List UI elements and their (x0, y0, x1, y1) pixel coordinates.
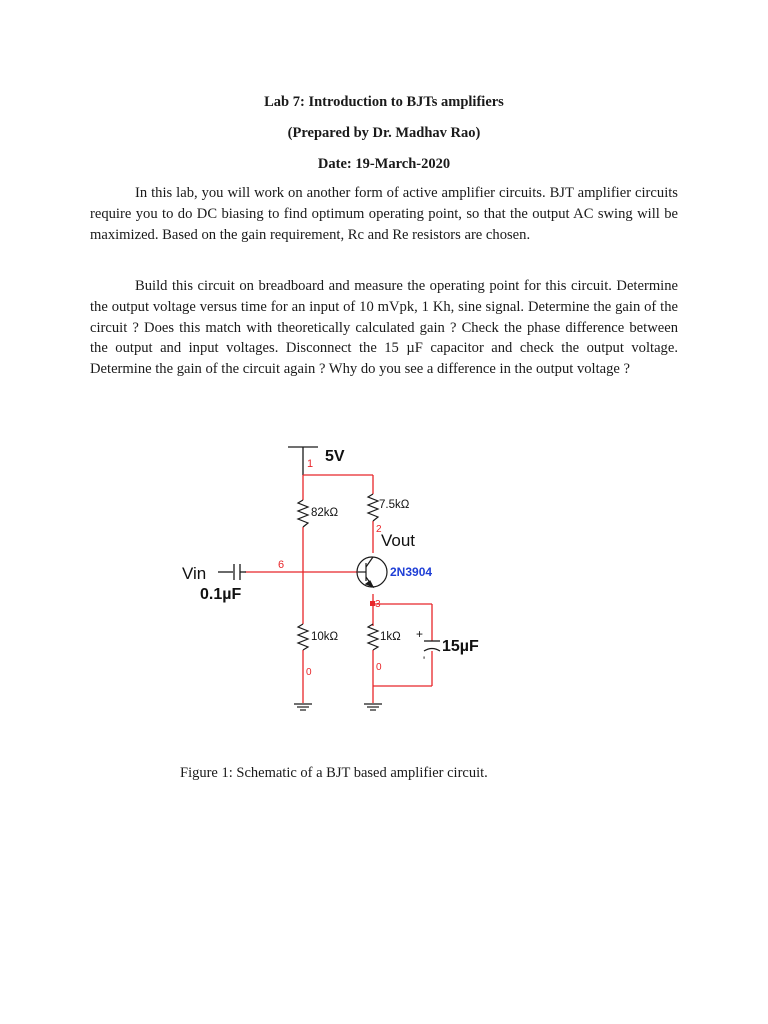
resistor-r1 (298, 500, 308, 527)
node-0-left-label: 0 (306, 667, 312, 678)
circuit-schematic (0, 420, 768, 720)
node-6-label: 6 (278, 559, 285, 571)
rc-value-label: 7.5kΩ (379, 499, 410, 511)
node-2-label: 2 (376, 524, 382, 535)
node-3-label: 3 (375, 599, 381, 610)
bypass-capacitor (424, 641, 440, 651)
output-voltage-label: Vout (381, 531, 416, 550)
input-capacitor-label: 0.1µF (200, 586, 242, 603)
supply-voltage-label: 5V (325, 448, 345, 465)
bypass-capacitor-label: 15µF (442, 638, 479, 655)
instructions-paragraph: Build this circuit on breadboard and measure the operating point for this circuit. Determine the output voltage versus time for an input of 10 mVpk, 1 Kh, sine signal. Determine the gain of the circuit ? Does this match with theoretically calculated gain ? Check the phase difference between the output and input voltages. Disconnect the 15 µF capacitor and check the output voltage. Determine the gain of the circuit again ? Why do you see a difference in the output voltage ? (90, 278, 678, 378)
ground-symbol-left (294, 704, 312, 710)
node-0-right-label: 0 (376, 662, 382, 673)
r1-value-label: 82kΩ (311, 507, 339, 519)
resistor-re (368, 624, 378, 650)
capacitor-minus-mark: ' (423, 655, 426, 667)
figure-caption: Figure 1: Schematic of a BJT based amplifier circuit. (180, 765, 488, 781)
supply-terminal (288, 447, 318, 475)
r2-value-label: 10kΩ (311, 631, 339, 643)
date-line: Date: 19-March-2020 (317, 156, 451, 172)
re-value-label: 1kΩ (380, 631, 401, 643)
junction-dot (370, 601, 375, 606)
resistor-rc (368, 494, 378, 521)
input-voltage-label: Vin (182, 564, 207, 583)
intro-paragraph: In this lab, you will work on another form of active amplifier circuits. BJT amplifier circuits require you to do DC biasing to find optimum operating point, so that the output AC swing will be maximized. Based on the gain requirement, Rc and Re resistors are chosen. (90, 185, 678, 243)
resistor-r2 (298, 624, 308, 650)
author-line: (Prepared by Dr. Madhav Rao) (287, 125, 481, 141)
input-capacitor (218, 564, 246, 580)
transistor-model-label: 2N3904 (390, 565, 433, 579)
ground-symbol-right (364, 704, 382, 710)
capacitor-plus-sign: + (416, 627, 424, 641)
document-title: Lab 7: Introduction to BJTs amplifiers (264, 94, 504, 110)
transistor-symbol (357, 557, 387, 587)
node-1-label: 1 (307, 458, 314, 470)
